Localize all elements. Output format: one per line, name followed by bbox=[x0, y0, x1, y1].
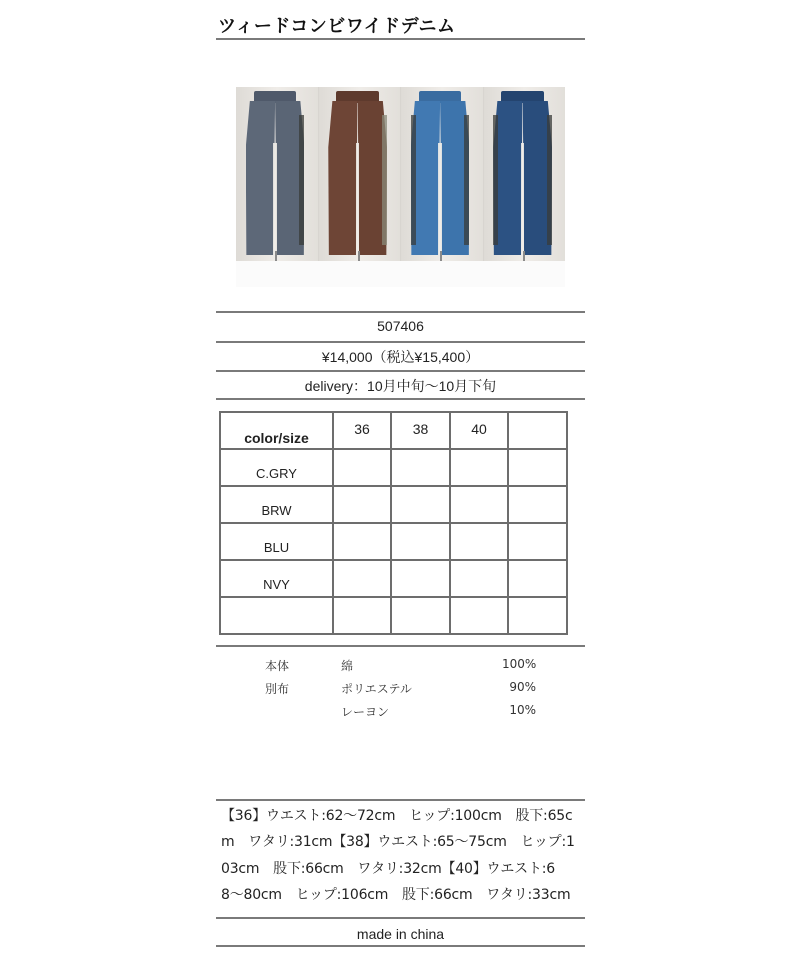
delivery-period: delivery：10月中旬〜10月下旬 bbox=[304, 378, 497, 394]
product-title: ツィードコンビワイドデニム bbox=[218, 16, 456, 37]
divider bbox=[216, 398, 585, 400]
corner-header: color/size bbox=[220, 412, 333, 449]
size-measurements bbox=[221, 803, 581, 908]
material-part: 別布 bbox=[265, 682, 290, 696]
stock-cell bbox=[508, 560, 567, 597]
photo-variant-brw bbox=[319, 87, 402, 261]
product-price: ¥14,000（税込¥15,400） bbox=[321, 349, 480, 365]
stock-cell bbox=[508, 486, 567, 523]
photo-variant-blu bbox=[401, 87, 484, 261]
divider bbox=[216, 917, 585, 919]
stock-cell bbox=[508, 449, 567, 486]
color-label: BRW bbox=[220, 486, 333, 523]
color-label bbox=[220, 597, 333, 634]
photo-variant-cgry bbox=[236, 87, 319, 261]
stock-cell bbox=[391, 449, 450, 486]
stock-cell bbox=[333, 523, 391, 560]
divider bbox=[216, 799, 585, 801]
table-row bbox=[220, 449, 567, 486]
stock-cell bbox=[391, 523, 450, 560]
material-percent: 90% bbox=[509, 680, 536, 694]
pants-shape bbox=[328, 91, 387, 255]
color-label: C.GRY bbox=[220, 449, 333, 486]
size-header: 40 bbox=[450, 412, 508, 449]
stock-cell bbox=[450, 560, 508, 597]
pants-shape bbox=[246, 91, 305, 255]
color-label: NVY bbox=[220, 560, 333, 597]
material-fiber: 綿 bbox=[341, 659, 354, 673]
divider bbox=[216, 311, 585, 313]
product-photo bbox=[236, 87, 565, 261]
material-part: 本体 bbox=[265, 659, 290, 673]
divider bbox=[216, 645, 585, 647]
table-row bbox=[220, 560, 567, 597]
table-row bbox=[220, 486, 567, 523]
table-row bbox=[220, 597, 567, 634]
stock-cell bbox=[391, 597, 450, 634]
size-header: 36 bbox=[333, 412, 391, 449]
table-row bbox=[220, 523, 567, 560]
country-of-origin: made in china bbox=[356, 926, 445, 942]
stock-cell bbox=[391, 560, 450, 597]
stock-cell bbox=[333, 486, 391, 523]
stock-cell bbox=[450, 486, 508, 523]
measurement-line: 8〜80cm ヒップ:106cm 股下:66cm ワタリ:33cm bbox=[221, 886, 571, 903]
divider bbox=[216, 370, 585, 372]
title-divider bbox=[216, 38, 585, 40]
stock-cell bbox=[450, 597, 508, 634]
size-header bbox=[508, 412, 567, 449]
photo-variant-nvy bbox=[484, 87, 566, 261]
stock-cell bbox=[391, 486, 450, 523]
size-header: 38 bbox=[391, 412, 450, 449]
stock-cell bbox=[508, 597, 567, 634]
measurement-line: m ワタリ:31cm【38】ウエスト:65〜75cm ヒップ:1 bbox=[221, 834, 575, 851]
stock-cell bbox=[450, 523, 508, 560]
divider bbox=[216, 341, 585, 343]
pants-shape bbox=[411, 91, 470, 255]
color-label: BLU bbox=[220, 523, 333, 560]
measurement-line: 【36】ウエスト:62〜72cm ヒップ:100cm 股下:65c bbox=[221, 808, 573, 824]
stock-cell bbox=[508, 523, 567, 560]
stock-cell bbox=[333, 560, 391, 597]
measurement-line: 03cm 股下:66cm ワタリ:32cm【40】ウエスト:6 bbox=[221, 860, 555, 877]
divider bbox=[216, 945, 585, 947]
stock-table bbox=[219, 411, 568, 635]
material-fiber: レーヨン bbox=[341, 705, 390, 719]
material-percent: 10% bbox=[509, 703, 536, 717]
stock-cell bbox=[450, 449, 508, 486]
material-fiber: ポリエステル bbox=[341, 682, 412, 696]
photo-reflection bbox=[236, 261, 565, 287]
product-code: 507406 bbox=[377, 318, 424, 334]
material-percent: 100% bbox=[502, 657, 537, 671]
pants-shape bbox=[493, 91, 552, 255]
table-header-row bbox=[220, 412, 567, 449]
stock-cell bbox=[333, 449, 391, 486]
stock-cell bbox=[333, 597, 391, 634]
